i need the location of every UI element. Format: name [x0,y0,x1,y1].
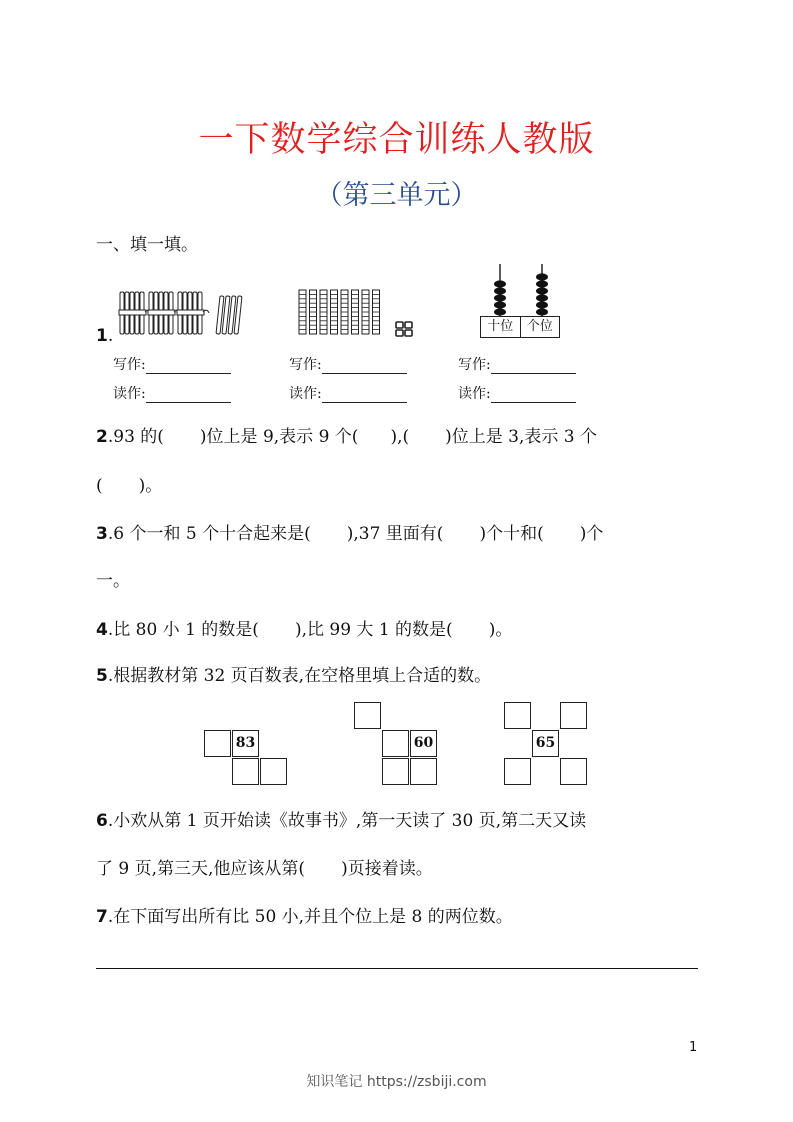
question-3-line2: 一。 [96,571,130,591]
grid-cell[interactable] [382,758,409,785]
question-5: 5.根据教材第 32 页百数表,在空格里填上合适的数。 [96,666,492,686]
stick-bundles-figure [118,288,248,338]
q1b-write-blank[interactable] [322,359,407,374]
stick-bundle [148,292,180,334]
grid-cell[interactable] [204,730,231,757]
stick-bundle [177,292,209,334]
q1c-write: 写作: [458,354,576,374]
q1a-write-blank[interactable] [146,359,231,374]
abacus-bead [494,280,506,287]
ten-rod [299,290,306,334]
unit-cube [396,322,403,328]
abacus-place-labels [480,316,560,338]
abacus-bead [494,308,506,315]
q1a-read: 读作: [113,383,231,403]
abacus-figure [478,262,564,342]
grid-cell-60: 60 [410,730,437,757]
grid-cell[interactable] [504,702,531,729]
q1c-read: 读作: [458,383,576,403]
abacus-bead [536,280,548,287]
abacus-bead [536,301,548,308]
number-grid-2 [354,702,444,792]
grid-cell[interactable] [410,758,437,785]
unit-cube [396,330,403,336]
ten-rod [320,290,327,334]
grid-cell-83: 83 [232,730,259,757]
grid-cell[interactable] [560,758,587,785]
question-6-line1: 6.小欢从第 1 页开始读《故事书》,第一天读了 30 页,第二天又读 [96,811,587,831]
ten-rod [373,290,380,334]
grid-cell[interactable] [560,702,587,729]
abacus-rods [478,262,564,318]
footer-watermark: 知识笔记 https://zsbiji.com [306,1074,487,1090]
number-grid-1 [204,730,294,790]
abacus-tens-label: 十位 [481,317,521,337]
grid-cell[interactable] [382,730,409,757]
grid-cell-65: 65 [532,730,559,757]
q1c-read-blank[interactable] [491,388,576,403]
question-2-line2: ( )。 [96,476,163,496]
question-2-line1: 2.93 的( )位上是 9,表示 9 个( ),( )位上是 3,表示 3 个 [96,427,597,447]
ten-rod [352,290,359,334]
grid-cell[interactable] [260,758,287,785]
grid-cell[interactable] [354,702,381,729]
ten-rod [362,290,369,334]
unit-cube [405,322,412,328]
q1a-write: 写作: [113,354,231,374]
question-3-line1: 3.6 个一和 5 个十合起来是( ),37 里面有( )个十和( )个 [96,524,604,544]
q1a-read-blank[interactable] [146,388,231,403]
grid-cell[interactable] [232,758,259,785]
ten-rod [341,290,348,334]
page-number: 1 [689,1040,698,1055]
grid-cell[interactable] [504,758,531,785]
q1c-write-blank[interactable] [491,359,576,374]
abacus-bead [536,287,548,294]
abacus-ones-label: 个位 [526,319,553,334]
abacus-bead [494,287,506,294]
q1b-read-blank[interactable] [322,388,407,403]
answer-line[interactable] [96,968,698,969]
q1b-write: 写作: [289,354,407,374]
number-grid-3 [504,702,594,792]
page-subtitle: （第三单元） [315,180,478,211]
ten-rod [310,290,317,334]
question-4: 4.比 80 小 1 的数是( ),比 99 大 1 的数是( )。 [96,620,513,640]
page-title: 一下数学综合训练人教版 [198,120,595,160]
abacus-bead [494,301,506,308]
abacus-bead [536,308,548,315]
stick-bundle [119,292,151,334]
question-1-number: 1. [96,326,114,346]
abacus-bead [536,294,548,301]
abacus-bead [494,294,506,301]
unit-cube [405,330,412,336]
question-6-line2: 了 9 页,第三天,他应该从第( )页接着读。 [96,859,433,879]
ten-rod [331,290,338,334]
base-ten-blocks-figure [296,288,416,338]
section-heading: 一、填一填。 [96,235,198,255]
question-7: 7.在下面写出所有比 50 小,并且个位上是 8 的两位数。 [96,907,513,927]
abacus-bead [536,273,548,280]
q1b-read: 读作: [289,383,407,403]
